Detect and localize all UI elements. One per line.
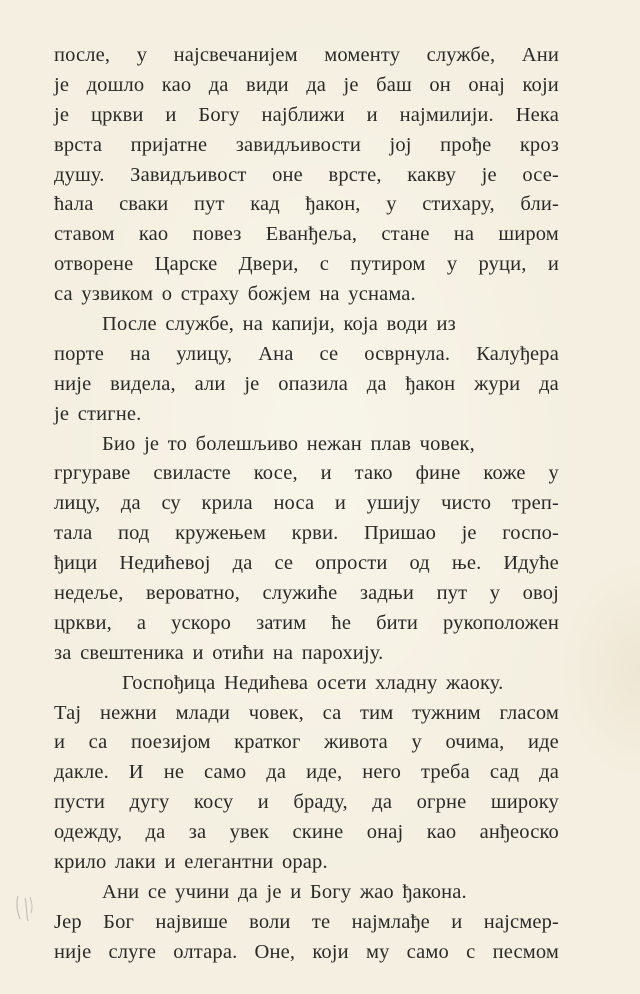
text-line: и са поезијом кратког живота у очима, иде xyxy=(54,731,559,754)
text-line: лицу, да су крила носа и ушију чисто треп- xyxy=(54,492,559,515)
text-line: недеље, вероватно, служиће задњи пут у овој xyxy=(54,582,559,605)
text-line: ћала сваки пут кад ђакон, у стихару, бли- xyxy=(54,193,559,216)
text-line: душу. Завидљивост оне врсте, какву је осе- xyxy=(54,163,559,186)
text-line: крило лаки и елегантни орар. xyxy=(54,851,328,874)
text-line: није слуге олтара. Оне, који му само с песмом xyxy=(54,940,559,963)
text-line: са узвиком о страху божјем на уснама. xyxy=(54,283,416,306)
text-line: пусти дугу косу и браду, да огрне широку xyxy=(54,791,559,814)
text-line: гргураве свиласте косе, и тако фине коже у xyxy=(54,462,559,485)
text-line: цркви, а ускоро затим ће бити рукоположен xyxy=(54,611,559,634)
text-line: ставом као повез Еванђеља, стане на широм xyxy=(54,223,559,246)
text-line: отворене Царске Двери, с путиром у руци, и xyxy=(54,253,559,276)
text-line: Тај нежни млади човек, са тим тужним гласом xyxy=(54,701,559,724)
text-line: ђици Недићевој да се опрости од ње. Идуће xyxy=(54,552,559,575)
text-line: врста пријатне завидљивости јој прође кроз xyxy=(54,133,559,156)
text-line: порте на улицу, Ана се осврнула. Калуђера xyxy=(54,342,559,365)
text-line: Јер Бог највише воли те најмлађе и најсмер- xyxy=(54,910,559,933)
text-line: је дошло као да види да је баш он онај који xyxy=(54,73,559,96)
text-line: дакле. И не само да иде, него треба сад да xyxy=(54,761,559,784)
text-line: после, у најсвечанијем моменту службе, Ани xyxy=(54,44,559,66)
pencil-margin-mark-icon xyxy=(14,893,36,925)
text-line: Госпођица Недићева осети хладну жаоку. xyxy=(122,671,504,694)
paper-stain xyxy=(560,560,640,780)
text-line: није видела, али је опазила да ђакон жури да xyxy=(54,372,559,395)
text-line: је цркви и Богу најближи и најмилији. Нека xyxy=(54,103,559,126)
text-line: за свештеника и отићи на парохију. xyxy=(54,641,384,664)
text-line: тала под кружењем крви. Пришао је госпо- xyxy=(54,522,559,545)
page-body-text xyxy=(54,41,559,968)
text-line: Ани се учини да је и Богу жао ђакона. xyxy=(102,880,467,903)
text-line: После службе, на капији, која води из xyxy=(102,313,456,336)
text-line: одежду, да за увек скине онај као анђеоско xyxy=(54,821,559,844)
text-line: Био је то болешљиво нежан плав човек, xyxy=(102,432,475,455)
text-line: је стигне. xyxy=(54,402,142,425)
